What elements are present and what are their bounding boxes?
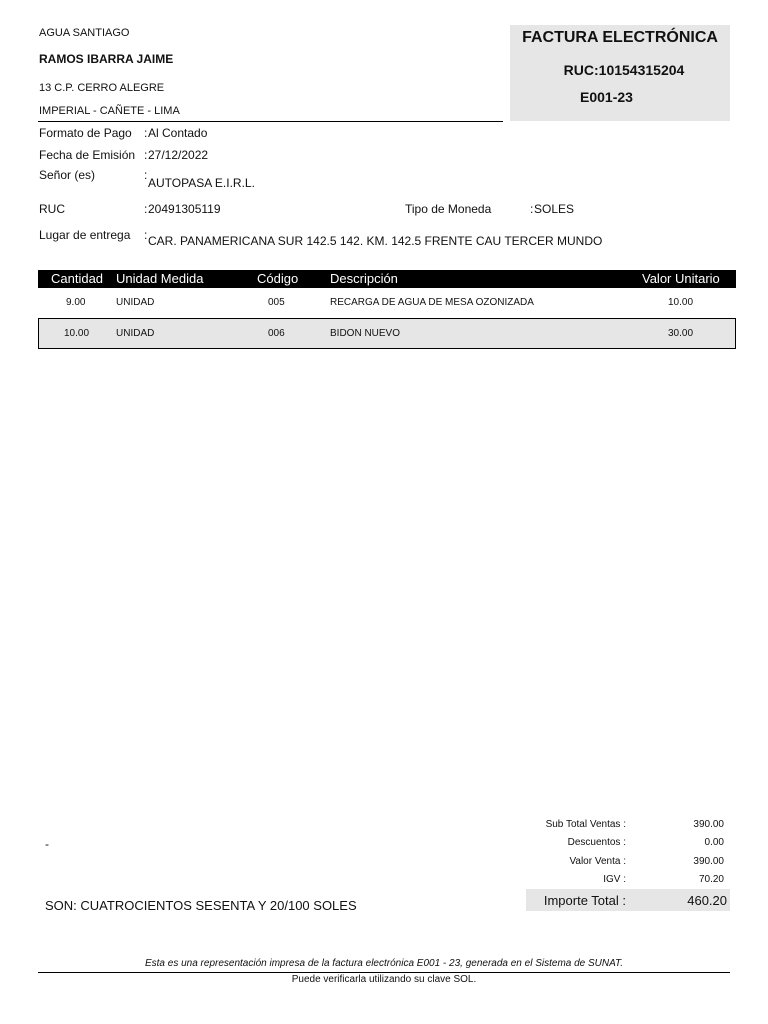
row-description: BIDON NUEVO [330,328,401,339]
issuer-address-line2: IMPERIAL - CAÑETE - LIMA [39,105,180,117]
table-row [38,318,736,349]
currency-colon: : [530,202,534,216]
payment-label: Formato de Pago [39,126,132,140]
date-colon: : [144,148,148,162]
subtotal-label: Sub Total Ventas : [545,819,626,830]
sale-value: 390.00 [693,856,724,867]
total-value: 460.20 [687,893,727,908]
delivery-colon: : [144,228,148,242]
header-descripcion: Descripción [330,271,398,286]
items-table-header [38,270,736,288]
ruc-value: 20491305119 [148,202,221,216]
row-qty: 10.00 [64,328,90,339]
amount-in-words: SON: CUATROCIENTOS SESENTA Y 20/100 SOLES [45,898,357,913]
ruc-label: RUC [39,202,65,216]
row-code: 005 [268,297,285,308]
observation-dash: - [45,837,49,851]
delivery-value: CAR. PANAMERICANA SUR 142.5 142. KM. 142.5 FRENTE CAU TERCER MUNDO [148,234,603,248]
payment-value: Al Contado [148,126,208,140]
row-unit-price: 10.00 [668,297,694,308]
delivery-label: Lugar de entrega [39,228,131,242]
row-unit-price: 30.00 [668,328,694,339]
igv-value: 70.20 [698,874,724,885]
client-colon: : [144,168,148,182]
invoice-header-box [510,25,730,121]
discount-value: 0.00 [704,837,724,848]
invoice-title: FACTURA ELECTRÓNICA [522,29,718,46]
currency-label: Tipo de Moneda [405,202,492,216]
issuer-divider [38,121,503,122]
issuer-trade-name: AGUA SANTIAGO [39,27,130,39]
date-label: Fecha de Emisión [39,148,136,162]
invoice-number: E001-23 [580,89,633,105]
currency-value: SOLES [534,202,575,216]
issuer-address-line1: 13 C.P. CERRO ALEGRE [39,82,165,94]
header-unidad-medida: Unidad Medida [116,271,204,286]
client-value: AUTOPASA E.I.R.L. [148,176,255,190]
total-label: Importe Total : [543,893,626,908]
header-valor-unitario: Valor Unitario [642,271,720,286]
footer-verify: Puede verificarla utilizando su clave SOL. [291,974,477,985]
row-description: RECARGA DE AGUA DE MESA OZONIZADA [330,297,534,308]
invoice-ruc: RUC:10154315204 [563,62,685,78]
payment-colon: : [144,126,148,140]
issuer-name: RAMOS IBARRA JAIME [39,52,174,66]
row-code: 006 [268,328,285,339]
header-codigo: Código [257,271,299,286]
footer-divider [38,972,730,973]
client-label: Señor (es) [39,168,96,182]
row-unit: UNIDAD [116,297,155,308]
row-unit: UNIDAD [116,328,155,339]
igv-label: IGV : [603,874,626,885]
header-cantidad: Cantidad [51,271,104,286]
ruc-colon: : [144,202,148,216]
row-qty: 9.00 [66,297,86,308]
sale-value-label: Valor Venta : [569,856,626,867]
subtotal-value: 390.00 [693,819,724,830]
table-row [38,289,736,318]
footer-note: Esta es una representación impresa de la factura electrónica E001 - 23, generada en el Sistema de SUNAT. [144,958,624,969]
date-value: 27/12/2022 [148,148,209,162]
discount-label: Descuentos : [567,837,626,848]
